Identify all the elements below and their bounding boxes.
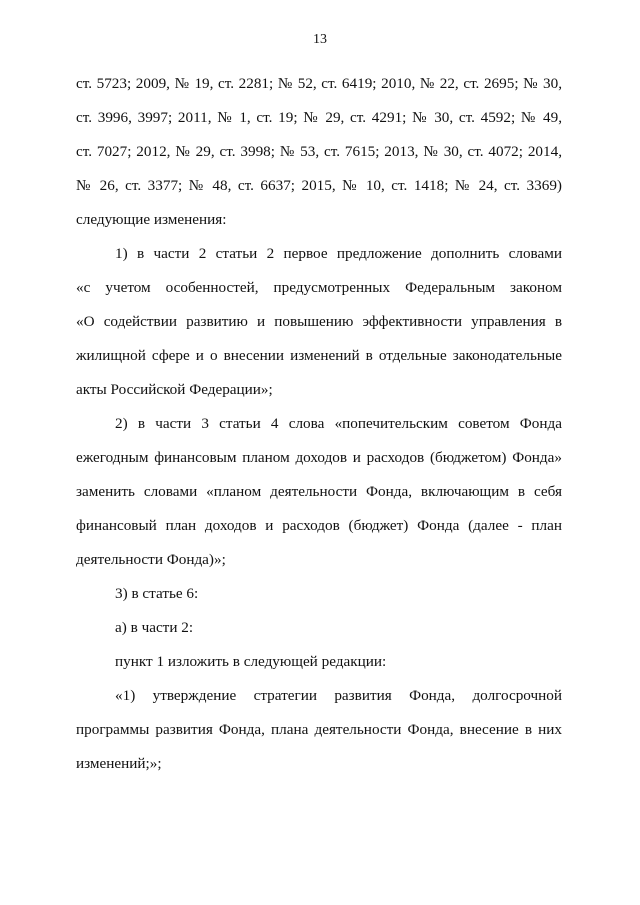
text-line: ст. 3996, 3997; 2011, № 1, ст. 19; № 29, ст. 4291; № 30, ст. 4592; № 49, — [76, 109, 562, 126]
page-number: 13 — [313, 32, 327, 47]
text-line: пункт 1 изложить в следующей редакции: — [115, 653, 387, 670]
text-line: № 26, ст. 3377; № 48, ст. 6637; 2015, № 10, ст. 1418; № 24, ст. 3369) — [76, 177, 562, 194]
text-line: заменить словами «планом деятельности Фонда, включающим в себя — [76, 483, 562, 500]
text-line: ежегодным финансовым планом доходов и расходов (бюджетом) Фонда» — [76, 449, 562, 466]
text-line: а) в части 2: — [115, 619, 194, 636]
document-body — [76, 67, 562, 781]
text-line: жилищной сфере и о внесении изменений в отдельные законодательные — [76, 347, 562, 364]
paragraph-item-2 — [76, 407, 562, 577]
text-line: «1) утверждение стратегии развития Фонда, долгосрочной — [115, 687, 562, 704]
text-line: ст. 5723; 2009, № 19, ст. 2281; № 52, ст. 6419; 2010, № 22, ст. 2695; № 30, — [76, 75, 562, 92]
paragraph-subitem-a — [76, 611, 562, 645]
text-line: акты Российской Федерации»; — [76, 381, 273, 398]
text-line: программы развития Фонда, плана деятельности Фонда, внесение в них — [76, 721, 562, 738]
text-line: следующие изменения: — [76, 211, 227, 228]
paragraph-quoted-text — [76, 679, 562, 781]
paragraph-item-1 — [76, 237, 562, 407]
text-line: «с учетом особенностей, предусмотренных Федеральным законом — [76, 279, 562, 296]
paragraph-point-1 — [76, 645, 562, 679]
text-line: изменений;»; — [76, 755, 162, 772]
text-line: 2) в части 3 статьи 4 слова «попечительским советом Фонда — [115, 415, 562, 432]
text-line: 3) в статье 6: — [115, 585, 199, 602]
text-line: «О содействии развитию и повышению эффективности управления в — [76, 313, 562, 330]
paragraph-item-3 — [76, 577, 562, 611]
text-line: финансовый план доходов и расходов (бюджет) Фонда (далее - план — [76, 517, 562, 534]
text-line: деятельности Фонда)»; — [76, 551, 226, 568]
text-line: 1) в части 2 статьи 2 первое предложение дополнить словами — [115, 245, 562, 262]
paragraph-citations — [76, 67, 562, 237]
text-line: ст. 7027; 2012, № 29, ст. 3998; № 53, ст. 7615; 2013, № 30, ст. 4072; 2014, — [76, 143, 562, 160]
